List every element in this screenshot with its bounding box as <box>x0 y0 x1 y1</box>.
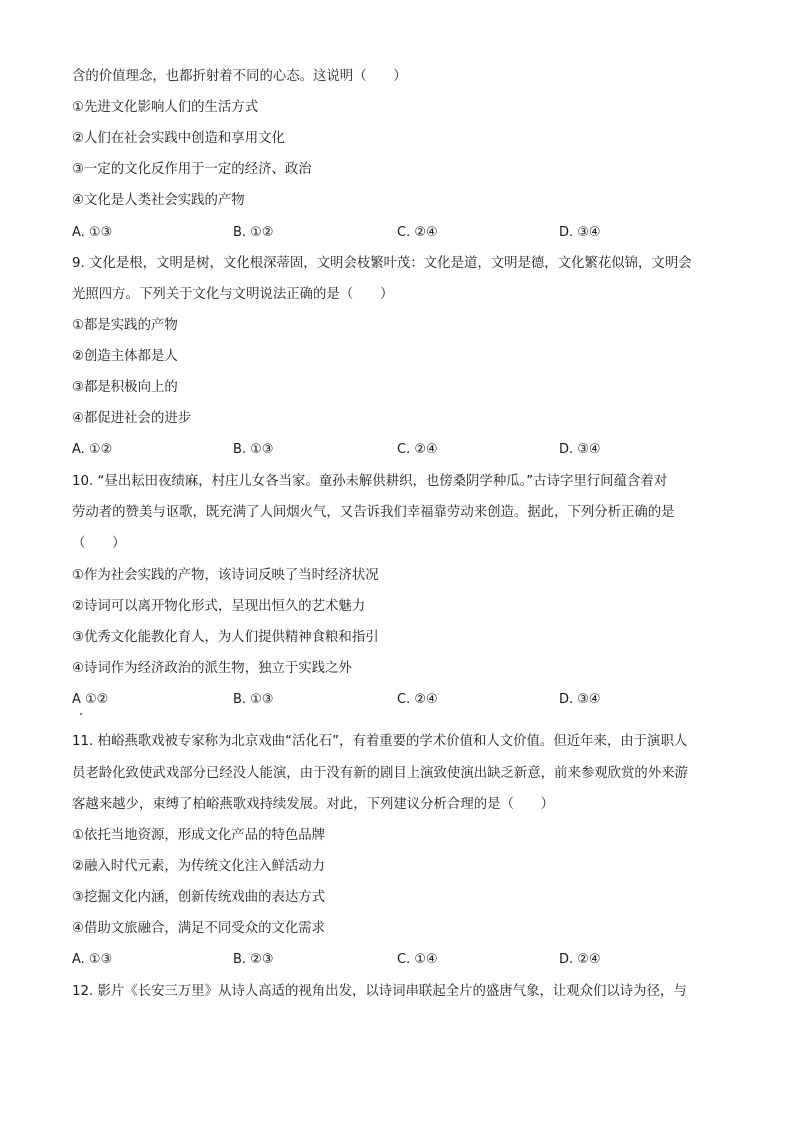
q11-item-2: ②融入时代元素，为传统文化注入鲜活动力 <box>72 859 326 874</box>
stray-dot-mark <box>80 713 82 715</box>
q8-item-2: ②人们在社会实践中创造和享用文化 <box>72 131 285 146</box>
q11-item-4: ④借助文旅融合，满足不同受众的文化需求 <box>72 921 326 936</box>
q9-option-b: B. ①③ <box>233 442 274 457</box>
q10-item-3: ③优秀文化能教化育人，为人们提供精神食粮和指引 <box>72 630 379 645</box>
q10-stem-line-3: （ ） <box>72 536 126 551</box>
q11-option-b: B. ②③ <box>233 952 274 967</box>
q8-stem-tail: 含的价值理念，也都折射着不同的心态。这说明（ ） <box>72 69 407 84</box>
q9-stem-line-1: 9. 文化是根，文明是树，文化根深蒂固，文明会枝繁叶茂：文化是道，文明是德，文化繁花似锦，文明会 <box>72 256 692 271</box>
q9-item-2: ②创造主体都是人 <box>72 349 178 364</box>
q8-option-a: A. ①③ <box>72 225 113 240</box>
q8-item-1: ①先进文化影响人们的生活方式 <box>72 100 259 115</box>
q10-stem-line-2: 劳动者的赞美与讴歌，既充满了人间烟火气，又告诉我们幸福靠劳动来创造。据此，下列分析正确的是 <box>72 505 675 520</box>
q11-stem-line-3: 客越来越少，束缚了柏峪燕歌戏持续发展。对此，下列建议分析合理的是（ ） <box>72 797 555 812</box>
q11-options <box>72 951 732 969</box>
q10-option-a: A ①② <box>72 692 109 707</box>
q8-item-4: ④文化是人类社会实践的产物 <box>72 193 245 208</box>
q9-item-1: ①都是实践的产物 <box>72 318 178 333</box>
q12-stem-line-1: 12. 影片《长安三万里》从诗人高适的视角出发，以诗词串联起全片的盛唐气象，让观众们以诗为径，与 <box>72 984 687 999</box>
q11-option-a: A. ①③ <box>72 952 113 967</box>
q8-option-c: C. ②④ <box>397 225 438 240</box>
q8-option-d: D. ③④ <box>559 225 601 240</box>
q9-options <box>72 441 732 459</box>
q11-stem-line-1: 11. 柏峪燕歌戏被专家称为北京戏曲“活化石”，有着重要的学术价值和人文价值。但近年来，由于演职人 <box>72 734 688 749</box>
q9-option-d: D. ③④ <box>559 442 601 457</box>
q10-option-b: B. ①③ <box>233 692 274 707</box>
q10-item-4: ④诗词作为经济政治的派生物，独立于实践之外 <box>72 661 352 676</box>
q9-option-a: A. ①② <box>72 442 113 457</box>
q11-stem-line-2: 员老龄化致使武戏部分已经没人能演，由于没有新的剧目上演致使演出缺乏新意，前来参观欣赏的外来游 <box>72 766 688 781</box>
q8-options <box>72 224 732 242</box>
q11-item-3: ③挖掘文化内涵，创新传统戏曲的表达方式 <box>72 890 326 905</box>
q11-item-1: ①依托当地资源，形成文化产品的特色品牌 <box>72 828 326 843</box>
q9-item-4: ④都促进社会的进步 <box>72 411 192 426</box>
q10-stem-line-1: 10. “昼出耘田夜绩麻，村庄儿女各当家。童孙未解供耕织，也傍桑阴学种瓜。”古诗字里行间蕴含着对 <box>72 474 668 489</box>
q10-option-c: C. ②④ <box>397 692 438 707</box>
q8-item-3: ③一定的文化反作用于一定的经济、政治 <box>72 162 312 177</box>
q9-item-3: ③都是积极向上的 <box>72 380 178 395</box>
q9-stem-line-2: 光照四方。下列关于文化与文明说法正确的是（ ） <box>72 287 394 302</box>
q10-item-2: ②诗词可以离开物化形式，呈现出恒久的艺术魅力 <box>72 599 366 614</box>
q10-option-d: D. ③④ <box>559 692 601 707</box>
q8-option-b: B. ①② <box>233 225 274 240</box>
q9-option-c: C. ②④ <box>397 442 438 457</box>
q11-option-c: C. ①④ <box>397 952 438 967</box>
q11-option-d: D. ②④ <box>559 952 601 967</box>
q10-item-1: ①作为社会实践的产物，该诗词反映了当时经济状况 <box>72 568 379 583</box>
q10-options <box>72 691 732 709</box>
